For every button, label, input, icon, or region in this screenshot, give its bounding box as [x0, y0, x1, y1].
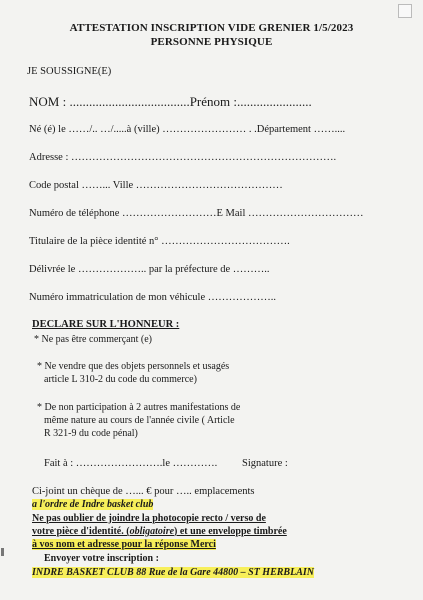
form-subtitle: PERSONNE PHYSIQUE: [150, 36, 273, 48]
rappel-photocopie-line1: Ne pas oublier de joindre la photocopie recto / verso de: [32, 513, 266, 524]
declaration-heading: DECLARE SUR L'HONNEUR :: [32, 319, 180, 330]
delivree-field: Délivrée le ……………….. par la préfecture de ………..: [29, 264, 270, 275]
cheque-line: Ci-joint un chèque de …... € pour ….. emplacements: [32, 486, 255, 497]
code-postal-ville-field: Code postal ……... Ville ……………………………………: [29, 180, 283, 191]
scan-edge-mark: [1, 548, 4, 556]
declaration-item-objets-line1: * Ne vendre que des objets personnels et usagés: [37, 361, 230, 372]
rappel-piece-text: votre pièce d'identité. (: [32, 526, 130, 537]
page-corner-mark: [398, 4, 412, 18]
ordre-club-highlight: a l'ordre de Indre basket club: [32, 499, 154, 510]
envoyer-label: Envoyer votre inscription :: [44, 553, 159, 564]
form-title: ATTESTATION INSCRIPTION VIDE GRENIER 1/5/2023: [69, 22, 354, 34]
fait-a-field: Fait à : …………………….le ………….: [44, 458, 218, 469]
declaration-item-participation-line3: R 321-9 du code pénal): [44, 428, 138, 439]
rappel-reponse-highlight: à vos nom et adresse pour la réponse Merci: [32, 539, 216, 550]
nom-prenom-field: NOM : .....................................Prénom :.......................: [29, 94, 312, 109]
declaration-item-objets-line2: article L 310-2 du code du commerce): [44, 374, 197, 385]
signature-label: Signature :: [242, 458, 288, 469]
rappel-enveloppe-text: ) et une enveloppe timbrée: [174, 526, 287, 537]
adresse-field: Adresse : ………………………………………………………………….: [29, 152, 337, 163]
declaration-item-participation-line2: même nature au cours de l'année civile ( Article: [44, 415, 235, 426]
club-address-highlight: INDRE BASKET CLUB 88 Rue de la Gare 44800 – ST HERBLAIN: [32, 567, 314, 578]
declaration-item-commercant: * Ne pas être commerçant (e): [34, 334, 152, 345]
telephone-email-field: Numéro de téléphone ………………………E Mail ……………………………: [29, 208, 364, 219]
naissance-field: Né (é) le ……/.. …/.....à (ville) …………………… . .Département ……....: [29, 124, 346, 135]
rappel-photocopie-line2: [32, 526, 287, 537]
immatriculation-field: Numéro immatriculation de mon véhicule ………………..: [29, 292, 276, 303]
obligatoire-text: obligatoire: [129, 526, 175, 537]
declaration-item-participation-line1: * De non participation à 2 autres manifestations de: [37, 402, 241, 413]
piece-identite-field: Titulaire de la pièce identité n° ……………………………….: [29, 236, 290, 247]
soussigne-label: JE SOUSSIGNE(E): [27, 66, 112, 77]
